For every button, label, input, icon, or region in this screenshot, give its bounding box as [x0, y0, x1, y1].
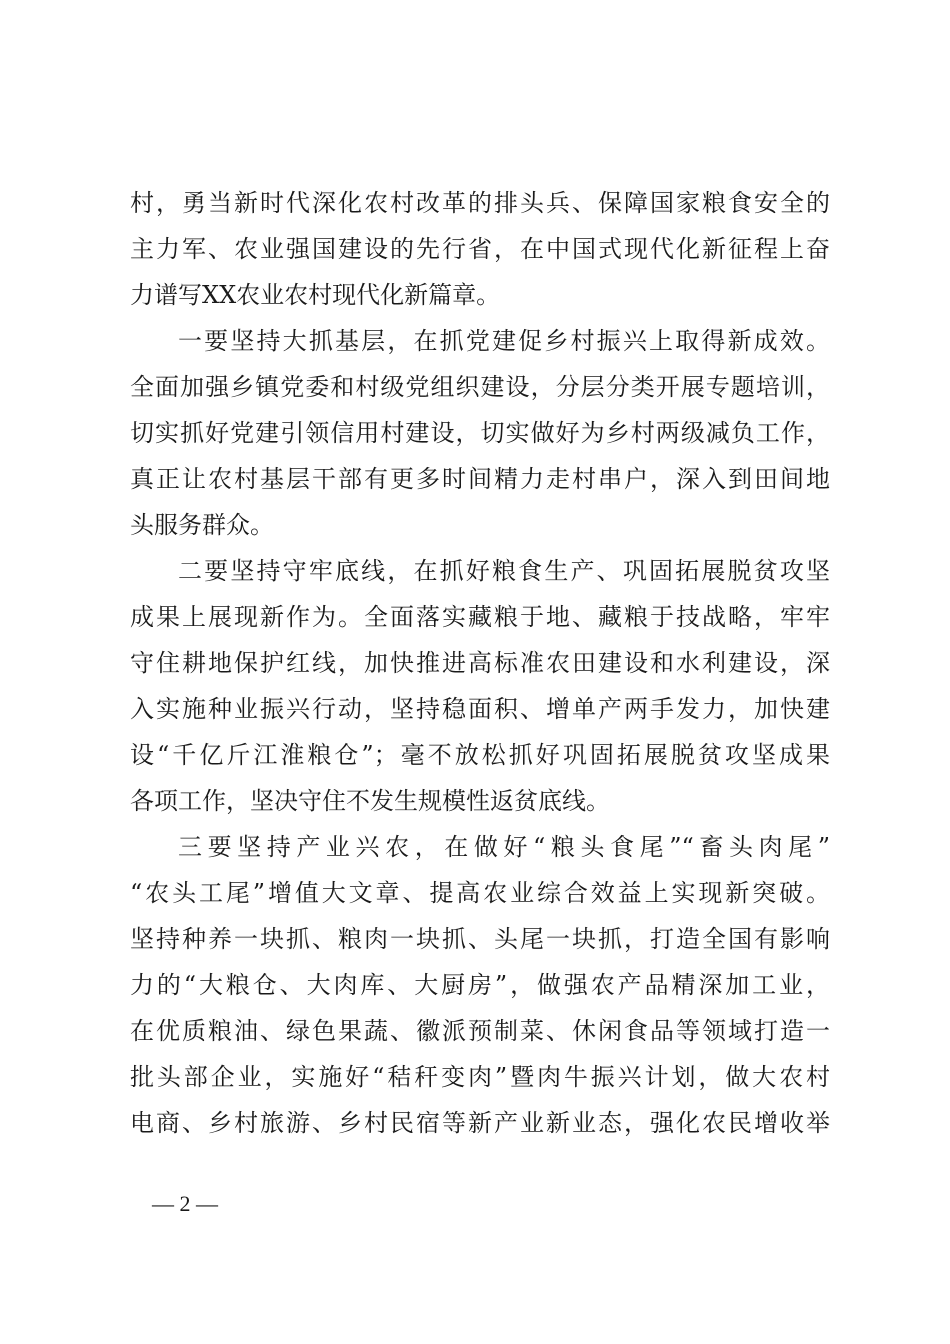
text-line: 设“千亿斤江淮粮仓”；毫不放松抓好巩固拓展脱贫攻坚成果: [130, 741, 830, 769]
text-line: 各项工作，坚决守住不发生规模性返贫底线。: [130, 787, 610, 815]
body-text: [130, 180, 830, 1146]
text-line: 在优质粮油、绿色果蔬、徽派预制菜、休闲食品等领域打造一: [130, 1017, 830, 1045]
text-line: 批头部企业，实施好“秸秆变肉”暨肉牛振兴计划，做大农村: [130, 1063, 830, 1091]
text-line: 入实施种业振兴行动，坚持稳面积、增单产两手发力，加快建: [130, 695, 830, 723]
paragraph-heading-line: 三要坚持产业兴农，在做好“粮头食尾”“畜头肉尾”: [178, 833, 830, 861]
page-number: — 2 —: [152, 1191, 218, 1216]
paragraph-heading-line: 二要坚持守牢底线，在抓好粮食生产、巩固拓展脱贫攻坚: [178, 557, 830, 585]
text-line: 坚持种养一块抓、粮肉一块抓、头尾一块抓，打造全国有影响: [130, 925, 830, 953]
text-line: 全面加强乡镇党委和村级党组织建设，分层分类开展专题培训，: [130, 373, 830, 401]
text-line: 主力军、农业强国建设的先行省，在中国式现代化新征程上奋: [130, 235, 830, 263]
text-line: 守住耕地保护红线，加快推进高标准农田建设和水利建设，深: [130, 649, 830, 677]
text-line: 头服务群众。: [130, 511, 274, 539]
text-line: 真正让农村基层干部有更多时间精力走村串户，深入到田间地: [130, 465, 830, 493]
text-line: 切实抓好党建引领信用村建设，切实做好为乡村两级减负工作，: [130, 419, 830, 447]
paragraph-heading-line: 一要坚持大抓基层，在抓党建促乡村振兴上取得新成效。: [178, 327, 830, 355]
text-line: 力的“大粮仓、大肉库、大厨房”，做强农产品精深加工业，: [130, 971, 830, 999]
text-line: 成果上展现新作为。全面落实藏粮于地、藏粮于技战略，牢牢: [130, 603, 830, 631]
text-line: 电商、乡村旅游、乡村民宿等新产业新业态，强化农民增收举: [130, 1109, 830, 1137]
text-line: “农头工尾”增值大文章、提高农业综合效益上实现新突破。: [130, 879, 830, 907]
text-line: 村，勇当新时代深化农村改革的排头兵、保障国家粮食安全的: [130, 189, 830, 217]
text-line: 力谱写XX农业农村现代化新篇章。: [130, 281, 501, 309]
